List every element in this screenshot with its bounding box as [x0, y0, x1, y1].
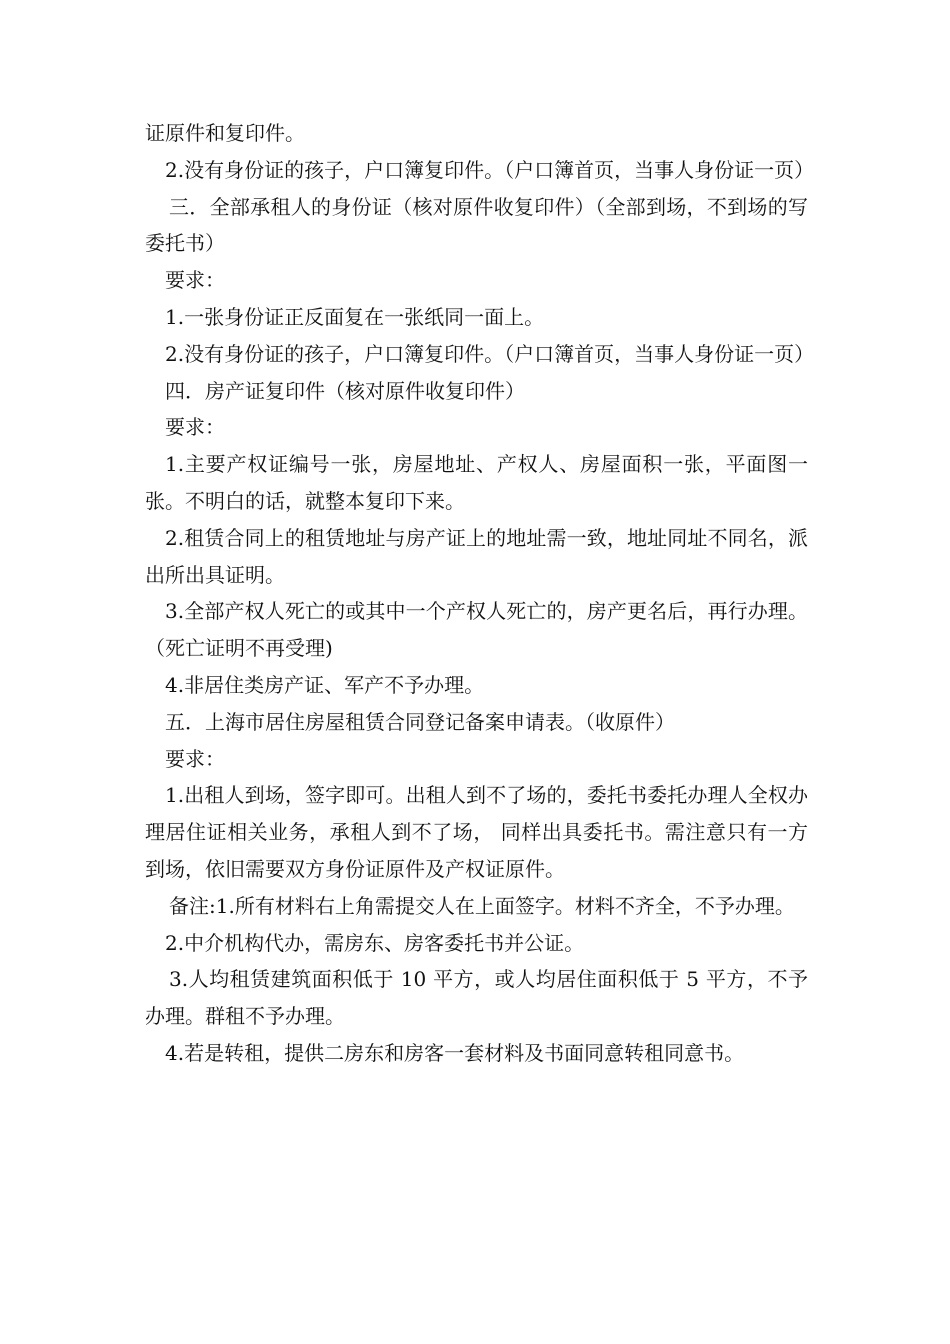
section-heading: 三．全部承租人的身份证（核对原件收复印件）（全部到场，不到场的写委托书） [145, 194, 808, 256]
paragraph: 3.人均租赁建筑面积低于 10 平方，或人均居住面积低于 5 平方，不予办理。群租不予办理。 [145, 967, 808, 1029]
document-body [145, 115, 815, 1072]
paragraph: 1.一张身份证正反面复在一张纸同一面上。 [165, 304, 545, 329]
paragraph: 2.没有身份证的孩子，户口簿复印件。（户口簿首页，当事人身份证一页） [165, 341, 815, 366]
paragraph: 3.全部产权人死亡的或其中一个产权人死亡的，房产更名后，再行办理。（死亡证明不再受理) [145, 599, 808, 661]
paragraph: 2.中介机构代办，需房东、房客委托书并公证。 [165, 930, 585, 955]
paragraph: 2.租赁合同上的租赁地址与房产证上的地址需一致，地址同址不同名，派出所出具证明。 [145, 525, 808, 587]
requirements-label: 要求： [165, 746, 225, 771]
paragraph: 1.主要产权证编号一张，房屋地址、产权人、房屋面积一张，平面图一张。不明白的话，就整本复印下来。 [145, 452, 808, 513]
requirements-label: 要求： [165, 415, 225, 440]
paragraph: 1.出租人到场，签字即可。出租人到不了场的，委托书委托办理人全权办理居住证相关业务，承租人到不了场， 同样出具委托书。需注意只有一方到场，依旧需要双方身份证原件及产权证原件。 [145, 783, 808, 881]
section-heading: 五．上海市居住房屋租赁合同登记备案申请表。（收原件） [165, 709, 675, 734]
paragraph: 2.没有身份证的孩子，户口簿复印件。（户口簿首页，当事人身份证一页） [165, 157, 815, 182]
section-heading: 四．房产证复印件（核对原件收复印件） [165, 378, 525, 403]
requirements-label: 要求： [165, 268, 225, 293]
paragraph: 4.非居住类房产证、军产不予办理。 [165, 672, 485, 697]
notes-paragraph: 备注:1.所有材料右上角需提交人在上面签字。材料不齐全，不予办理。 [169, 893, 795, 918]
paragraph: 4.若是转租，提供二房东和房客一套材料及书面同意转租同意书。 [165, 1040, 745, 1065]
paragraph: 证原件和复印件。 [145, 121, 305, 145]
